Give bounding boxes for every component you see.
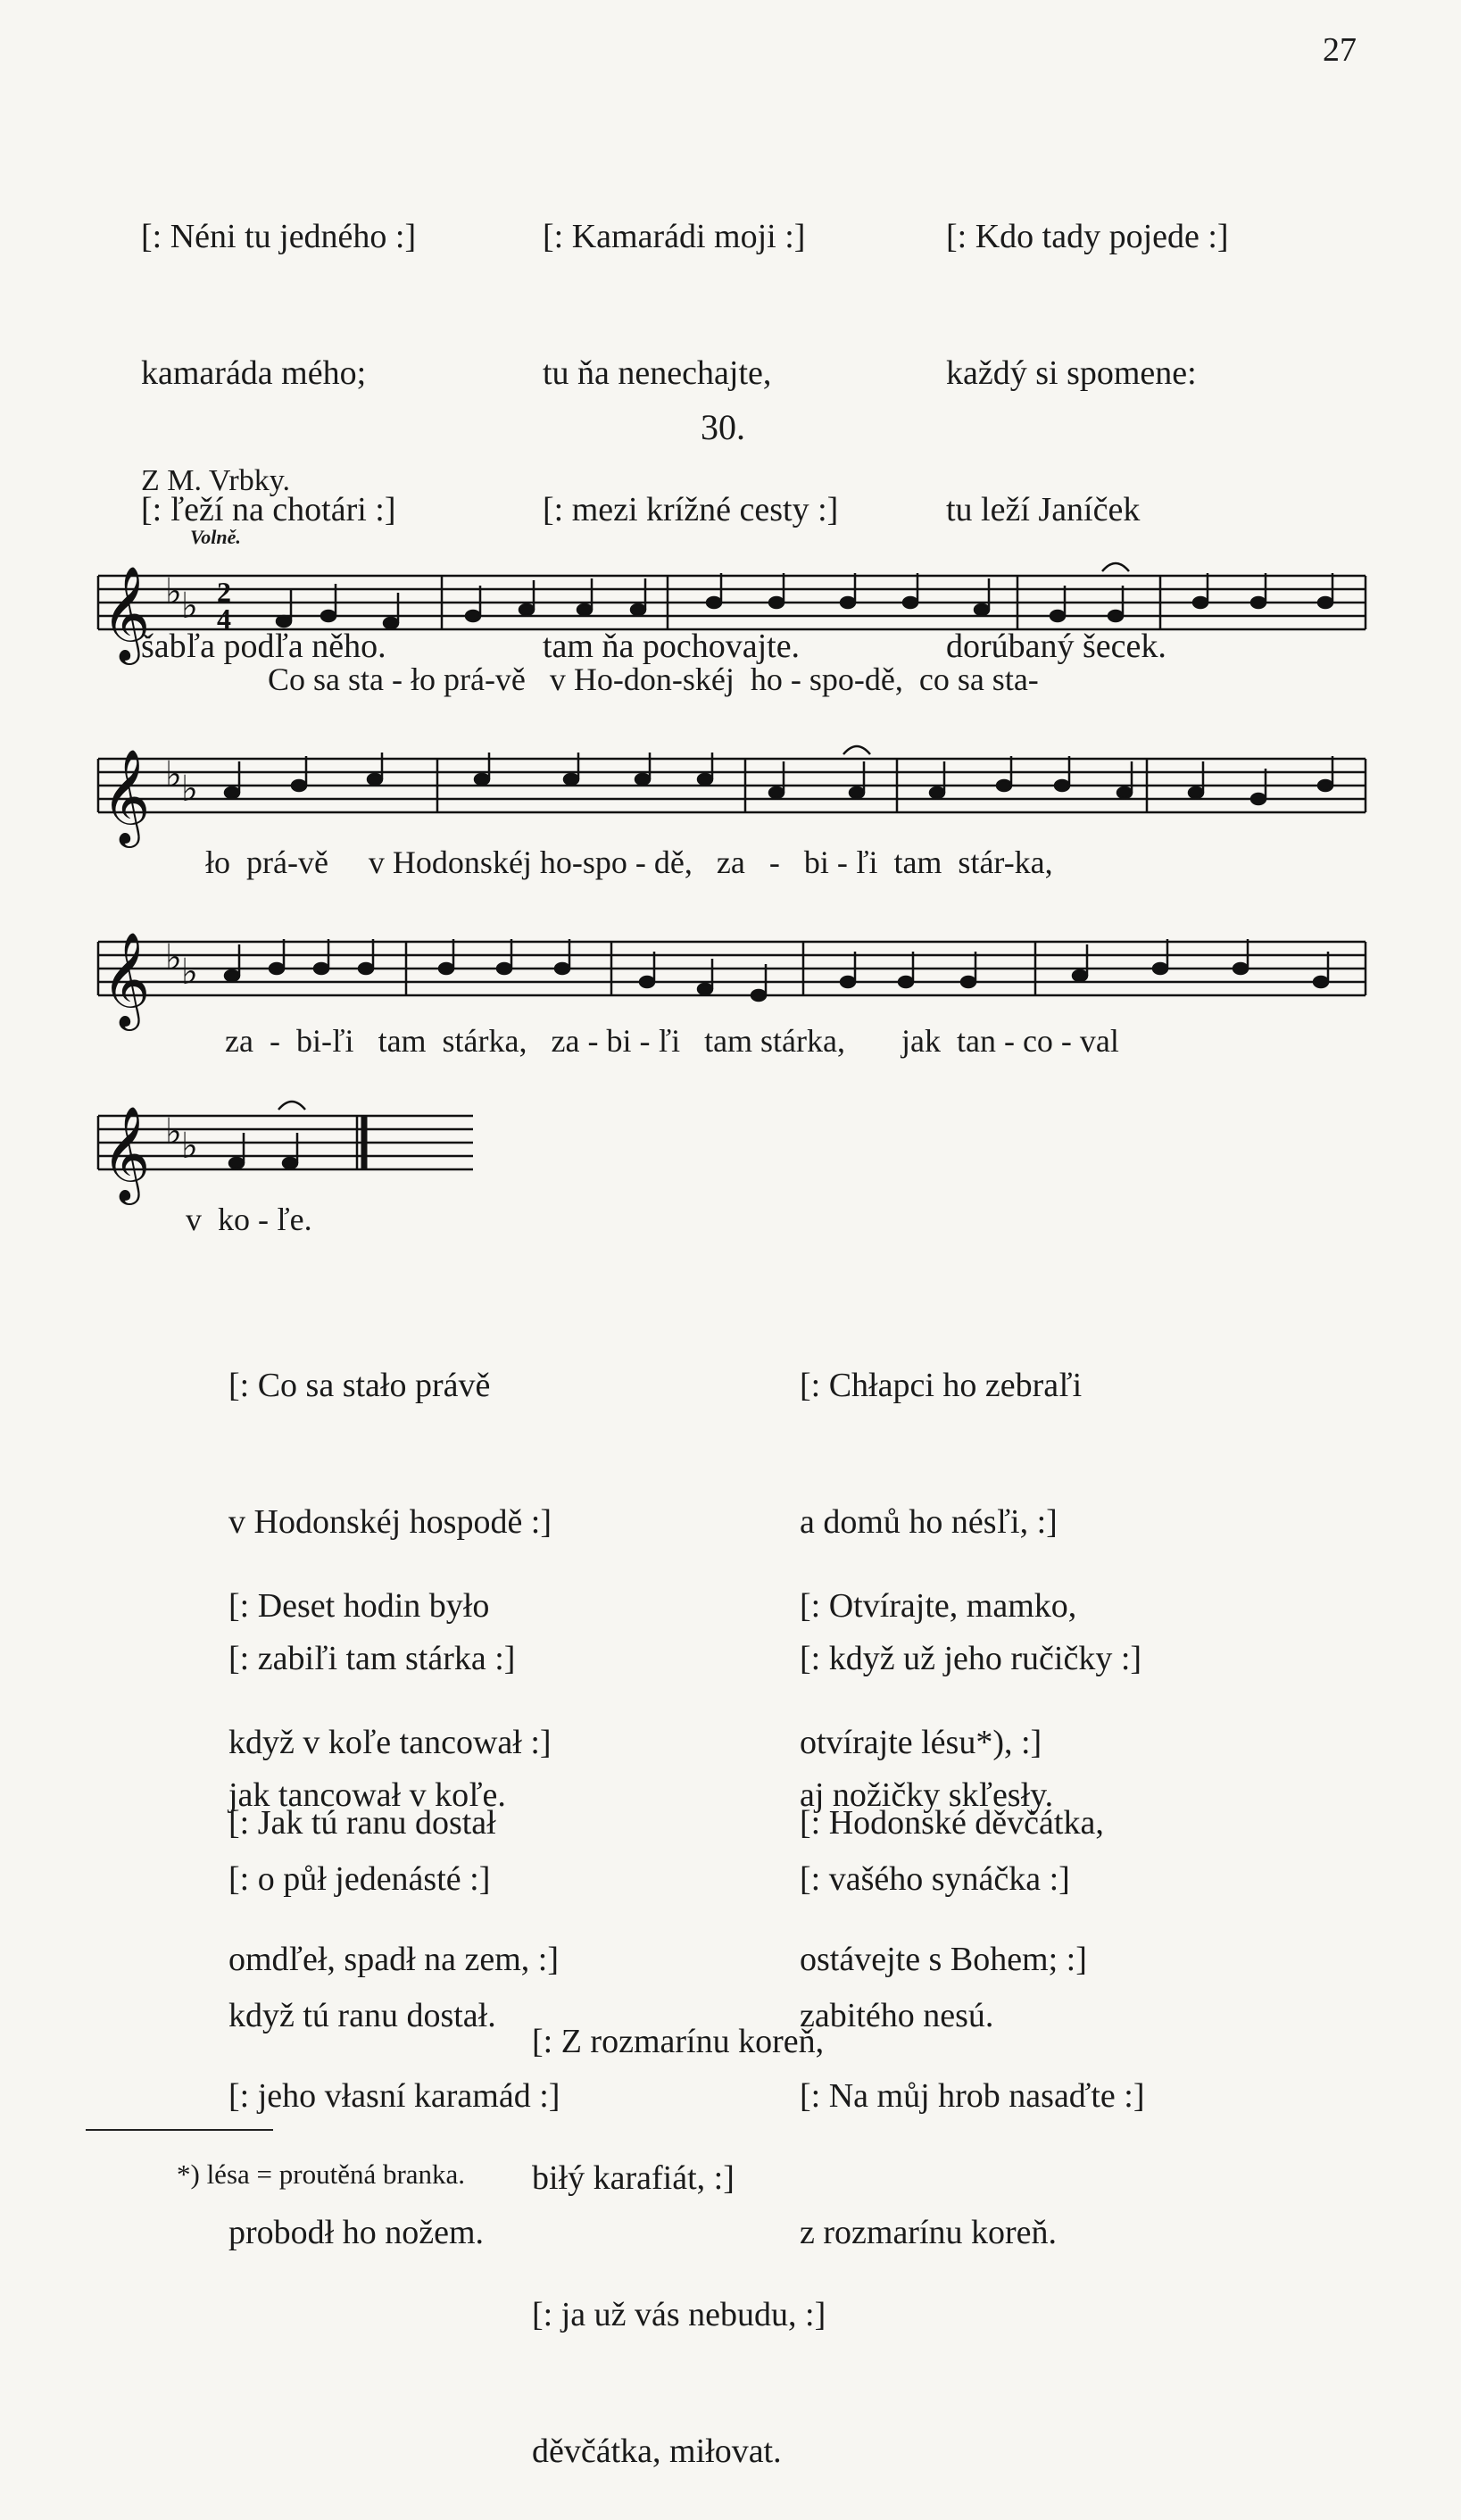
stanza-line: ostávejte s Bohem; :]: [800, 1941, 1087, 1978]
stanza-line: omdľeł, spadł na zem, :]: [228, 1941, 559, 1978]
music-staff-3: [89, 919, 1374, 1035]
stanza-line: když v koľe tancował :]: [228, 1724, 552, 1761]
stanza-line: zabitého nesú.: [800, 1997, 994, 2034]
svg-text:♭: ♭: [165, 937, 182, 977]
stanza-line: otvírajte lésu*), :]: [800, 1724, 1042, 1761]
svg-text:4: 4: [217, 603, 231, 635]
stanza-line: [: Kamarádi moji :]: [543, 218, 806, 255]
stanza-line: [: Co sa stało právě: [228, 1367, 491, 1404]
page-number: 27: [1323, 31, 1357, 69]
stanza-line: [: Na můj hrob nasaďte :]: [800, 2077, 1145, 2115]
stanza-line: [: ja už vás nebudu, :]: [532, 2296, 826, 2333]
stanza-line: [: Jak tú ranu dostał: [228, 1804, 496, 1842]
footnote: *) lésa = proutěná branka.: [177, 2158, 466, 2190]
svg-text:♭: ♭: [181, 586, 198, 626]
song-number: 30.: [701, 407, 745, 447]
song-source: Z M. Vrbky.: [141, 464, 291, 497]
stanza-6: [800, 1709, 1145, 2301]
tempo-marking: Volně.: [190, 526, 241, 548]
stanza-line: biłý karafiát, :]: [532, 2159, 735, 2197]
footnote-rule: [86, 2129, 273, 2131]
svg-text:2: 2: [217, 576, 231, 608]
svg-text:♭: ♭: [181, 1126, 198, 1166]
stanza-line: [: Z rozmarínu koreň,: [532, 2023, 825, 2060]
stanza-line: když tú ranu dostał.: [228, 1997, 496, 2034]
svg-text:♭: ♭: [181, 769, 198, 809]
music-staff-4: [89, 1094, 482, 1210]
stanza-line: [: ľeží na chotári :]: [141, 491, 396, 528]
svg-text:♭: ♭: [165, 1111, 182, 1152]
stanza-line: tu leží Janíček: [946, 491, 1141, 528]
stanza-5: [228, 1709, 560, 2301]
stanza-line: tam ňa pochovajte.: [543, 628, 801, 665]
stanza-line: děvčátka, miłovat.: [532, 2433, 782, 2470]
svg-text:𝄞: 𝄞: [102, 931, 151, 1027]
lyric-line-4: v ko - ľe.: [186, 1202, 312, 1237]
stanza-line: v Hodonskéj hospodě :]: [228, 1503, 552, 1541]
lyric-line-2: ło prá-vě v Hodonskéj ho-spo - dě, za - bi - ľi tam stár-ka,: [205, 844, 1053, 880]
stanza-line: [: o půł jedenásté :]: [228, 1860, 491, 1898]
stanza-line: jak tancował v koľe.: [228, 1776, 506, 1814]
stanza-line: dorúbaný šecek.: [946, 628, 1166, 665]
svg-text:♭: ♭: [181, 952, 198, 992]
stanza-line: [: jeho vłasní karamád :]: [228, 2077, 560, 2115]
lyric-line-1: Co sa sta - ło prá-vě v Ho-don-skéj ho - spo-dě, co sa sta-: [268, 661, 1039, 697]
svg-text:𝄞: 𝄞: [102, 1105, 151, 1201]
stanza-line: každý si spomene:: [946, 354, 1197, 392]
stanza-line: [: Otvírajte, mamko,: [800, 1587, 1077, 1625]
stanza-line: [: Néni tu jedného :]: [141, 218, 417, 255]
svg-text:♭: ♭: [165, 754, 182, 794]
stanza-line: šabľa podľa něho.: [141, 628, 386, 665]
stanza-line: a domů ho nésľi, :]: [800, 1503, 1058, 1541]
stanza-line: tu ňa nenechajte,: [543, 354, 772, 392]
stanza-line: aj nožičky skľesły.: [800, 1776, 1054, 1814]
svg-text:𝄞: 𝄞: [102, 748, 151, 844]
svg-text:𝄞: 𝄞: [102, 565, 151, 661]
music-staff-1: [89, 553, 1374, 670]
stanza-line: [: mezi krížné cesty :]: [543, 491, 839, 528]
music-staff-2: [89, 736, 1374, 852]
stanza-line: probodł ho nožem.: [228, 2214, 485, 2251]
stanza-line: [: zabiľi tam stárka :]: [228, 1640, 516, 1677]
stanza-line: [: vašého synáčka :]: [800, 1860, 1070, 1898]
stanza-7: [532, 1928, 826, 2520]
svg-text:♭: ♭: [165, 571, 182, 611]
stanza-line: [: když už jeho ručičky :]: [800, 1640, 1142, 1677]
lyric-line-3: za - bi-ľi tam stárka, za - bi - ľi tam stárka, jak tan - co - val: [225, 1023, 1119, 1059]
stanza-line: z rozmarínu koreň.: [800, 2214, 1058, 2251]
stanza-line: [: Deset hodin było: [228, 1587, 490, 1625]
stanza-line: [: Hodonské děvčátka,: [800, 1804, 1104, 1842]
stanza-line: kamaráda mého;: [141, 354, 367, 392]
stanza-line: [: Kdo tady pojede :]: [946, 218, 1229, 255]
stanza-line: [: Chłapci ho zebraľi: [800, 1367, 1083, 1404]
